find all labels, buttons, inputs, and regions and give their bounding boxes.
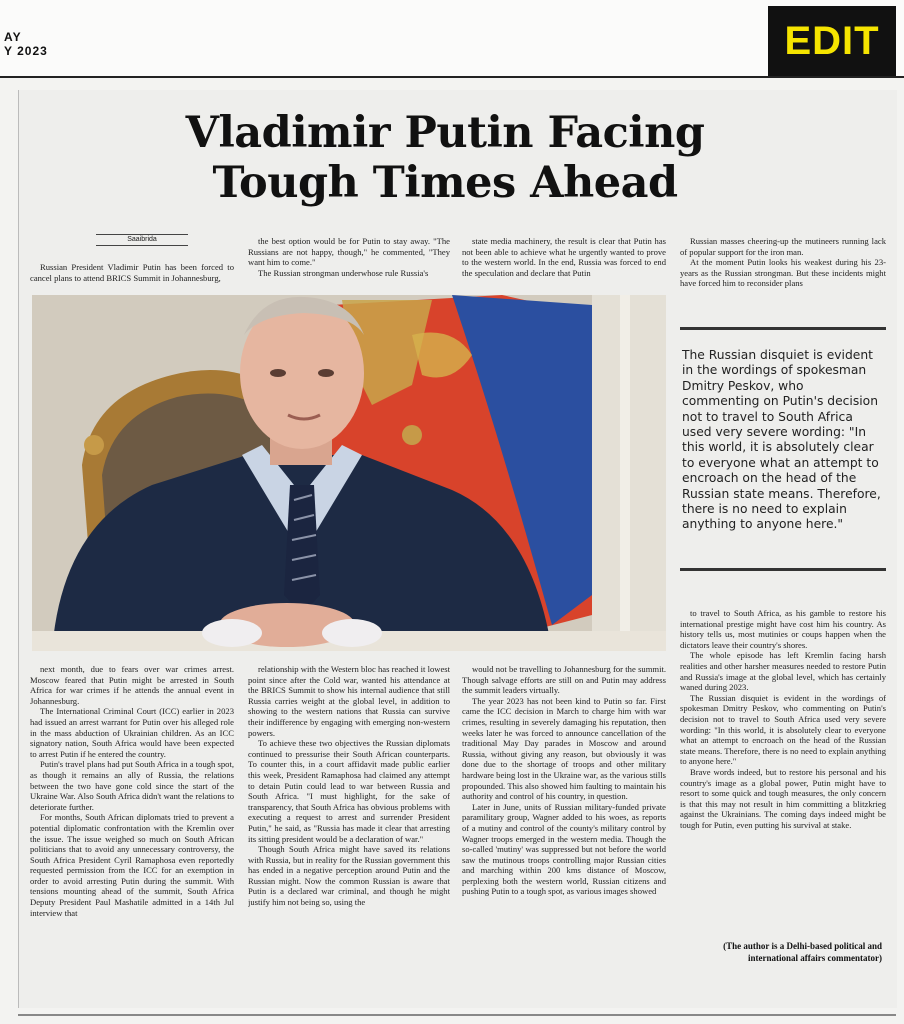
section-badge [768, 6, 896, 76]
issue-date-line2: Y 2023 [4, 44, 48, 58]
paragraph: relationship with the Western bloc has reached it lowest point since after the Cold war, wanted his attendance at the BRICS Summit to show his internal audience that still Russia carries weight at the global level, in addition to showing to the western nations that Russia can survive their indifference by engaging with emerging non-western powers. [248, 664, 450, 738]
column-4-bottom [680, 608, 886, 934]
masthead [0, 0, 904, 78]
column-2-bottom [248, 664, 450, 1000]
paragraph: Though South Africa might have saved its relations with Russia, but in reality for the Russian government this has ended in a negative perception around Putin and the Russian might. Now the common Russian is aware that Putin is a declared war criminal, and though he might justify him not being so, using the [248, 844, 450, 908]
paragraph: Later in June, units of Russian military-funded private paramilitary group, Wagner added to his woes, as reports of a mutiny and control of the county's military control by Wagner troops emerged in the western media. Though the so-called 'mutiny' was suppressed but not before the world saw the mutinous troops controlling major Russian cities and marching within 200 kms distance of Moscow, perplexing both the western world, Russian citizens and pushing Putin to a tough spot, as various images showed [462, 801, 666, 897]
paragraph: The International Criminal Court (ICC) earlier in 2023 had issued an arrest warrant for Putin over his alleged role in the mass abduction of Ukrainian children. As an ICC signatory nation, South Africa would have been expected to arrest Putin if he entered the country. [30, 706, 234, 759]
column-1-top [30, 262, 234, 290]
pull-quote [680, 327, 886, 571]
paragraph: Russian President Vladimir Putin has been forced to cancel plans to attend BRICS Summit in Johannesburg, [30, 262, 234, 283]
issue-date [4, 30, 48, 58]
paragraph: The Russian disquiet is evident in the wordings of spokesman Dmitry Peskov, who commenting on Putin's decision not to travel to South Africa used very severe wording: "In this world, it is absolutely clear to everyone what an attempt to encroach on the head of the Russian state means. Therefore, there is no need to explain anything to anyone here." [680, 692, 886, 767]
column-1-bottom [30, 664, 234, 1000]
paragraph: the best option would be for Putin to stay away. "The Russians are not happy, though," he commented, "They want him to come." [248, 236, 450, 268]
column-3-top [462, 236, 666, 290]
putin-photo-illustration [32, 295, 666, 651]
paragraph: next month, due to fears over war crimes arrest. Moscow feared that Putin might be arrested in South Africa for war crimes if he attends the annual event in Johannesburg. [30, 664, 234, 706]
page-bottom-rule [18, 1014, 896, 1016]
paragraph: to travel to South Africa, as his gamble to restore his international prestige might have cost him his country. As history tells us, most mutinies or coups happen when the dictators leave their country's shores. [680, 608, 886, 650]
paragraph: To achieve these two objectives the Russian diplomats continued to pressurise their South African counterparts. To counter this, in a court affidavit made public earlier this week, President Ramaphosa had claimed any attempt to detain Putin could lead to war between Russia and South Africa. "I must highlight, for the sake of transparency, that South Africa has obvious problems with executing a request to arrest and surrender President Putin," he said, as "Russia has made it clear that arresting its sitting president would be a declaration of war." [248, 738, 450, 844]
paragraph: Brave words indeed, but to restore his personal and his country's image as a global power, Putin might have to resort to some quick and tough measures, the only concern is that this may not result in him committing a blitzkrieg against the Ukrainians. The coming days indeed might be tough for Putin, even putting his survival at stake. [680, 766, 886, 830]
column-3-bottom [462, 664, 666, 1000]
issue-date-line1: AY [4, 30, 22, 44]
article-headline [140, 108, 750, 208]
paragraph: The whole episode has left Kremlin facing harsh realities and other harsher measures needed to restore Putin and Russia's image at the global level, which has certainly waned during 2023. [680, 650, 886, 693]
author-note: (The author is a Delhi-based political and international affairs commentator) [723, 941, 882, 963]
pull-quote-text: The Russian disquiet is evident in the wordings of spokesman Dmitry Peskov, who commenting on Putin's decision not to travel to South Africa used very severe wording: "In this world, it is absolutely clear to everyone what an attempt to encroach on the head of the Russian state means. Therefore, there is no need to explain anything to anyone here." [682, 348, 881, 532]
paragraph: Putin's travel plans had put South Africa in a tough spot, as though it remains an ally of Russia, the relations between the two have gone cold since the start of the Ukraine War. Also South Africa didn't want the relations to deteriorate further. [30, 759, 234, 812]
putin-photo [32, 295, 666, 651]
paragraph: The Russian strongman underwhose rule Russia's [258, 267, 429, 278]
paragraph: would not be travelling to Johannesburg for the summit. Though salvage efforts are still on and Putin may address the summit leaders virtually. [462, 664, 666, 696]
column-2-top [248, 236, 450, 290]
section-badge-label: EDIT [784, 18, 880, 63]
paragraph: For months, South African diplomats tried to prevent a potential diplomatic confrontation with the Kremlin over the issue. The issue weighed so much on South African politicians that to avoid any unnecessary controversy, the South Africa President Cyril Ramaphosa even reportedly requested permission from the ICC for an exemption in order to avoid arresting Putin during the summit. With tensions mounting ahead of the summit, South Africa Deputy President Paul Mashatile admitted in a 14th Jul interview that [30, 812, 234, 918]
paragraph: state media machinery, the result is clear that Putin has not been able to achieve what he urgently wanted to prove to the western world. In the end, Russia was forced to end the speculation and declare that Putin [462, 236, 666, 278]
masthead-divider [0, 76, 904, 78]
paragraph: Russian masses cheering-up the mutineers running lack of popular support for the iron man. [680, 236, 886, 257]
paragraph: At the moment Putin looks his weakest during his 23-years as the Russian strongman. But these incidents might have forced him to reconsider plans [680, 257, 886, 289]
headline-line1: Vladimir Putin Facing [185, 108, 705, 158]
headline-line2: Tough Times Ahead [212, 158, 678, 208]
column-4-top [680, 236, 886, 300]
paragraph: The year 2023 has not been kind to Putin so far. First came the ICC decision in March to charge him with war crimes, resulting in severely damaging his reputation, then weeks later he was forced to announce cancellation of the traditional May Day parades in Moscow and around Russia, without giving any reason, but obviously it was done due to the shortage of troops and other military hardware being lost in the Ukraine war, as the various stills propounded. This also showed him faulting to maintain his authority and control of his country, in question. [462, 695, 666, 802]
byline: Saaibrida [96, 234, 188, 246]
